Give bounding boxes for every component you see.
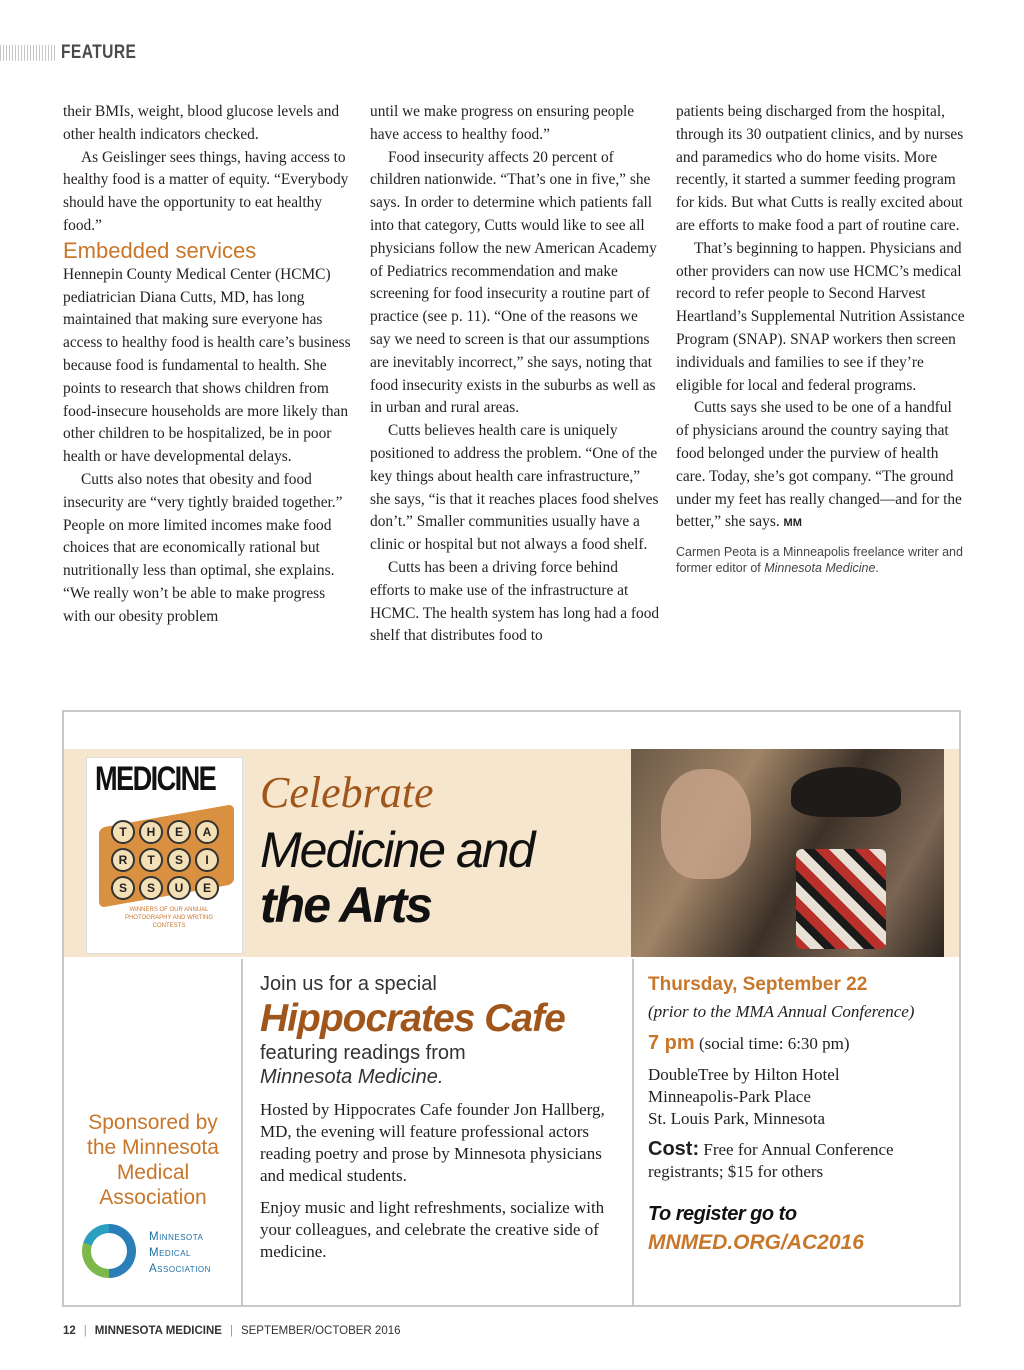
section-label: FEATURE: [61, 42, 137, 63]
paragraph: Cutts has been a driving force behind efforts to make use of the infrastructure at HCMC. The health system has long had a food shelf that distributes food to: [370, 558, 660, 645]
author-bio: [676, 545, 968, 576]
venue-line: Minneapolis-Park Place: [648, 1087, 811, 1106]
paragraph: patients being discharged from the hospital, through its 30 outpatient clinics, and by nurses and paramedics who do home visits. More recently, it started a summer feeding program for kids. But what Cutts is really excited about are efforts to make food a part of routine care.: [676, 103, 964, 234]
cover-letter: S: [139, 876, 163, 900]
guitarist-figure: [661, 769, 751, 879]
event-advertisement: [62, 710, 961, 1307]
cost-text: Free for Annual Conference registrants; $15 for others: [648, 1140, 894, 1181]
mma-logo-icon: [82, 1224, 136, 1278]
article-column-2: [370, 101, 660, 648]
paragraph: Food insecurity affects 20 percent of children nationwide. “That’s one in five,” she says. In order to determine which patients fall into that category, Cutts would like to see all physicians follow the new American Academy of Pediatrics recommendation and make screening for food insecurity a routine part of practice (see p. 11). “One of the reasons we say we need to screen is that our assumptions are inevitably incorrect,” she says, noting that food insecurity exists in the suburbs as well as in urban and rural areas.: [370, 148, 657, 417]
paragraph: until we make progress on ensuring people have access to healthy food.”: [370, 103, 635, 143]
cover-letter: H: [139, 820, 163, 844]
venue-line: DoubleTree by Hilton Hotel: [648, 1065, 840, 1084]
cover-letter: S: [111, 876, 135, 900]
paragraph: [676, 397, 968, 535]
paragraph-text: Cutts says she used to be one of a handful of physicians around the country saying that food belonged under the purview of health care. Today, she’s got company. “The ground under my feet has really changed—and for the better,” she says.: [676, 399, 962, 531]
cover-letters: [109, 818, 229, 902]
page-footer: 12 | MINNESOTA MEDICINE | SEPTEMBER/OCTOBER 2016: [63, 1325, 401, 1337]
musicians-photo: [631, 749, 944, 957]
header-stripes: [0, 45, 56, 61]
cover-letter: U: [167, 876, 191, 900]
publication-suffix: .: [437, 1066, 444, 1088]
cover-letter: E: [167, 820, 191, 844]
bio-text: Carmen Peota is a Minneapolis freelance writer and former editor of: [676, 545, 963, 575]
event-details: [648, 971, 948, 1257]
event-venue: [648, 1064, 948, 1130]
event-cost: [648, 1138, 948, 1183]
event-note: (prior to the MMA Annual Conference): [648, 1002, 915, 1021]
paragraph: That’s beginning to happen. Physicians and other providers can now use HCMC’s medical record to refer people to Second Harvest Heartland’s Supplemental Nutrition Assistance Program (SNAP). SNAP workers then screen individuals and families to see if they’re eligible for local and federal programs.: [676, 239, 965, 394]
register-link[interactable]: MNMED.ORG/AC2016: [648, 1231, 864, 1254]
event-title: Hippocrates Cafe: [260, 997, 565, 1040]
event-date: Thursday, September 22: [648, 974, 868, 995]
register-text: To register go to: [648, 1203, 797, 1225]
publication-name: [260, 1065, 620, 1089]
mma-logo-text: [149, 1229, 211, 1277]
bio-publication: Minnesota Medicine: [764, 560, 876, 575]
subheading: Embedded services: [63, 237, 257, 263]
publication-footer: MINNESOTA MEDICINE: [94, 1325, 222, 1337]
cover-letter: T: [111, 820, 135, 844]
event-description: [260, 971, 620, 1263]
social-time: (social time: 6:30 pm): [698, 1034, 850, 1053]
paragraph: Cutts also notes that obesity and food insecurity are “very tightly braided together.” People on more limited incomes make food choices that are economically rational but nutritionally less than optimal, she explains. “We really won’t be able to make progress with our obesity problem: [63, 470, 343, 625]
logo-line: Medical: [149, 1247, 191, 1259]
ad-headline-celebrate: Celebrate: [260, 768, 434, 817]
ad-headline-arts: the Arts: [260, 877, 432, 933]
sponsor-text: Sponsored by the Minnesota Medical Association: [87, 1111, 219, 1209]
page-number: 12: [63, 1325, 76, 1337]
cover-letter: I: [195, 848, 219, 872]
cost-label: Cost:: [648, 1138, 700, 1160]
cover-letter: T: [139, 848, 163, 872]
cover-letter: A: [195, 820, 219, 844]
mma-logo: [82, 1224, 242, 1282]
event-body-1: Hosted by Hippocrates Cafe founder Jon Hallberg, MD, the evening will feature professional actors reading poetry and prose by Minnesota physicians and medical students.: [260, 1100, 605, 1185]
article-column-1: [63, 101, 353, 629]
cover-subtitle: WINNERS OF OUR ANNUAL PHOTOGRAPHY AND WRITING CONTESTS: [124, 907, 214, 929]
join-text: Join us for a special: [260, 973, 437, 995]
publication-text: Minnesota Medicine: [260, 1066, 438, 1088]
magazine-cover: [86, 757, 243, 954]
paragraph: As Geislinger sees things, having access to healthy food is a matter of equity. “Everybody should have the opportunity to eat healthy food.”: [63, 148, 349, 234]
featuring-text: featuring readings from: [260, 1042, 466, 1064]
article-column-3: [676, 101, 968, 576]
paragraph: Hennepin County Medical Center (HCMC) pediatrician Diana Cutts, MD, has long maintained that making sure everyone has access to healthy food is health care’s business because food is fundamental to health. She points to research that shows children from food-insecure households are more likely than other children to be hospitalized, be in poor health or have developmental delays.: [63, 265, 351, 466]
cover-letter: S: [167, 848, 191, 872]
divider: [632, 959, 634, 1307]
bio-suffix: .: [875, 560, 879, 575]
logo-line: Association: [149, 1263, 211, 1275]
time-value: 7 pm: [648, 1032, 695, 1054]
paragraph: Cutts believes health care is uniquely positioned to address the problem. “One of the key things about health care infrastructure,” she says, “is that it reaches places food shelves don’t.” Smaller communities usually have a clinic or hospital but not always a food shelf.: [370, 422, 659, 554]
cover-masthead: MEDICINE: [95, 760, 216, 798]
event-time: [648, 1029, 948, 1058]
logo-line: Minnesota: [149, 1231, 204, 1243]
paragraph: their BMIs, weight, blood glucose levels and other health indicators checked.: [63, 103, 340, 143]
venue-line: St. Louis Park, Minnesota: [648, 1109, 826, 1128]
event-body-2: Enjoy music and light refreshments, socialize with your colleagues, and celebrate the creative side of medicine.: [260, 1198, 605, 1261]
section-header: [0, 42, 200, 64]
hat-figure: [791, 767, 901, 817]
end-mark: MM: [783, 517, 802, 530]
ad-headline-medicine: Medicine and: [260, 822, 534, 878]
cover-letter: R: [111, 848, 135, 872]
cover-letter: E: [195, 876, 219, 900]
accordion-figure: [796, 849, 886, 949]
issue-date: SEPTEMBER/OCTOBER 2016: [240, 1325, 401, 1337]
